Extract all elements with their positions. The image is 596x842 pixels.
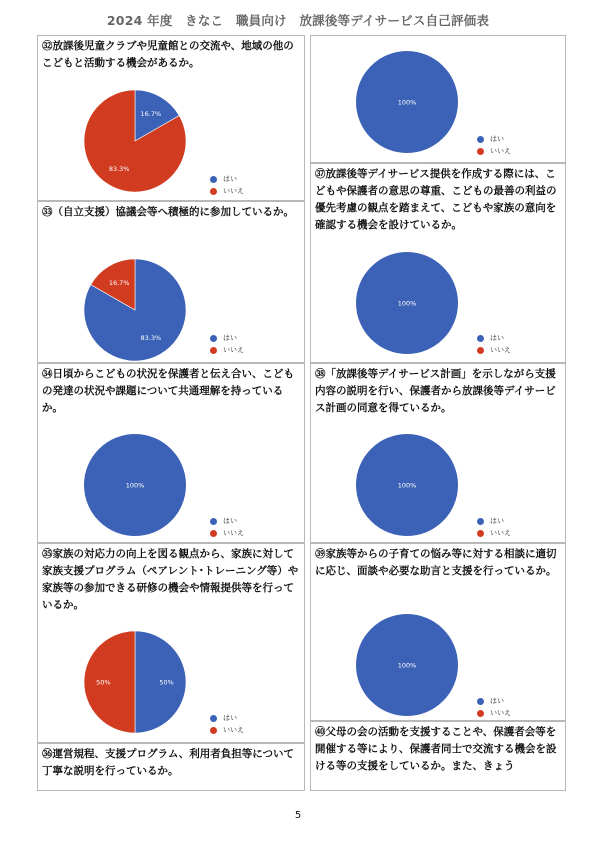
legend-label-yes: はい <box>223 175 237 183</box>
question-card-36 <box>37 743 305 791</box>
pie-label-q32-no: 83.3% <box>108 164 130 173</box>
pie-chart-q39 <box>354 612 460 718</box>
pie-label-q31-yes: 100% <box>397 98 417 107</box>
legend-dot-yes <box>210 335 217 342</box>
question-card-32 <box>37 35 305 201</box>
legend-dot-no <box>477 148 484 155</box>
legend-dot-yes <box>477 335 484 342</box>
legend-dot-yes <box>477 136 484 143</box>
legend-label-yes: はい <box>223 334 237 342</box>
legend-item-no <box>477 145 511 157</box>
question-text-40: ㊵父母の会の活動を支援することや、保護者会等を開催する等により、保護者同士で交流する機会を設ける等の支援をしているか。また、きょう <box>315 726 557 772</box>
legend-dot-yes <box>210 176 217 183</box>
chart-card-31 <box>310 35 566 163</box>
legend-label-no: いいえ <box>490 529 511 537</box>
legend-label-no: いいえ <box>223 346 244 354</box>
legend-dot-no <box>210 347 217 354</box>
pie-label-q38-yes: 100% <box>397 481 417 490</box>
legend-label-no: いいえ <box>490 709 511 717</box>
chart-legend <box>210 173 244 197</box>
pie-chart-q34 <box>82 432 188 538</box>
pie-label-q33-no: 16.7% <box>108 279 130 288</box>
pie-chart-q33 <box>82 257 188 363</box>
legend-item-no <box>477 527 511 539</box>
chart-legend <box>477 515 511 539</box>
pie-chart-q32 <box>82 88 188 194</box>
pie-chart-q38 <box>354 432 460 538</box>
pie-label-q33-yes: 83.3% <box>140 333 162 342</box>
chart-legend <box>210 712 244 736</box>
legend-item-yes <box>210 515 244 527</box>
question-text-32: ㉜放課後児童クラブや児童館との交流や、地域の他のこどもと活動する機会があるか。 <box>42 40 294 69</box>
legend-item-no <box>210 344 244 356</box>
legend-label-no: いいえ <box>223 187 244 195</box>
legend-dot-yes <box>477 698 484 705</box>
legend-item-no <box>210 185 244 197</box>
legend-item-yes <box>477 515 511 527</box>
question-text-37: ㊲放課後等デイサービス提供を作成する際には、こどもや保護者の意思の尊重、こどもの最善の利益の優先考慮の観点を踏まえて、こどもや家族の意向を確認する機会を設けているか。 <box>315 168 557 231</box>
legend-dot-no <box>210 530 217 537</box>
question-card-35 <box>37 543 305 743</box>
question-text-35: ㉟家族の対応力の向上を図る観点から、家族に対して家族支援プログラム（ペアレント･トレーニング等）や家族等の参加できる研修の機会や情報提供等を行っているか。 <box>42 548 299 611</box>
pie-label-q34-yes: 100% <box>125 481 145 490</box>
legend-label-no: いいえ <box>490 346 511 354</box>
legend-dot-no <box>477 530 484 537</box>
legend-item-yes <box>210 712 244 724</box>
legend-dot-no <box>210 188 217 195</box>
legend-label-yes: はい <box>223 517 237 525</box>
chart-legend <box>210 332 244 356</box>
question-text-38: ㊳「放課後等デイサービス計画」を示しながら支援内容の説明を行い、保護者から放課後等デイサービス計画の同意を得ているか。 <box>315 368 556 414</box>
question-card-33 <box>37 201 305 363</box>
legend-dot-no <box>210 727 217 734</box>
legend-item-no <box>210 527 244 539</box>
question-card-37 <box>310 163 566 363</box>
legend-item-yes <box>477 332 511 344</box>
question-card-38 <box>310 363 566 543</box>
legend-item-yes <box>210 332 244 344</box>
legend-label-yes: はい <box>223 714 237 722</box>
pie-label-q32-yes: 16.7% <box>140 110 162 119</box>
question-card-40 <box>310 721 566 791</box>
pie-chart-q35 <box>82 629 188 735</box>
question-text-36: ㊱運営規程、支援プログラム、利用者負担等について丁寧な説明を行っているか。 <box>42 748 294 777</box>
legend-item-no <box>477 344 511 356</box>
pie-label-q35-yes: 50% <box>159 678 174 687</box>
pie-chart-q31 <box>354 49 460 155</box>
question-card-39 <box>310 543 566 721</box>
legend-label-yes: はい <box>490 517 504 525</box>
page-title: 2024 年度 きなこ 職員向け 放課後等デイサービス自己評価表 <box>106 13 490 28</box>
legend-item-yes <box>210 173 244 185</box>
legend-dot-yes <box>477 518 484 525</box>
pie-label-q39-yes: 100% <box>397 661 417 670</box>
chart-legend <box>477 133 511 157</box>
question-text-34: ㉞日頃からこどもの状況を保護者と伝え合い、こどもの発達の状況や課題について共通理解を持っているか。 <box>42 368 294 414</box>
legend-dot-no <box>477 347 484 354</box>
pie-label-q35-no: 50% <box>96 678 111 687</box>
legend-label-no: いいえ <box>490 147 511 155</box>
legend-item-yes <box>477 695 511 707</box>
pie-label-q37-yes: 100% <box>397 299 417 308</box>
legend-item-yes <box>477 133 511 145</box>
question-card-34 <box>37 363 305 543</box>
legend-dot-yes <box>210 715 217 722</box>
legend-item-no <box>477 707 511 719</box>
legend-dot-yes <box>210 518 217 525</box>
pie-chart-q37 <box>354 250 460 356</box>
legend-label-no: いいえ <box>223 529 244 537</box>
chart-legend <box>477 695 511 719</box>
legend-label-yes: はい <box>490 334 504 342</box>
legend-dot-no <box>477 710 484 717</box>
legend-label-yes: はい <box>490 697 504 705</box>
legend-item-no <box>210 724 244 736</box>
legend-label-yes: はい <box>490 135 504 143</box>
chart-legend <box>210 515 244 539</box>
question-text-33: ㉝（自立支援）協議会等へ積極的に参加しているか。 <box>42 206 294 218</box>
chart-legend <box>477 332 511 356</box>
legend-label-no: いいえ <box>223 726 244 734</box>
page-number: 5 <box>294 810 302 821</box>
question-text-39: ㊴家族等からの子育ての悩み等に対する相談に適切に応じ、面談や必要な助言と支援を行っているか。 <box>315 548 557 577</box>
